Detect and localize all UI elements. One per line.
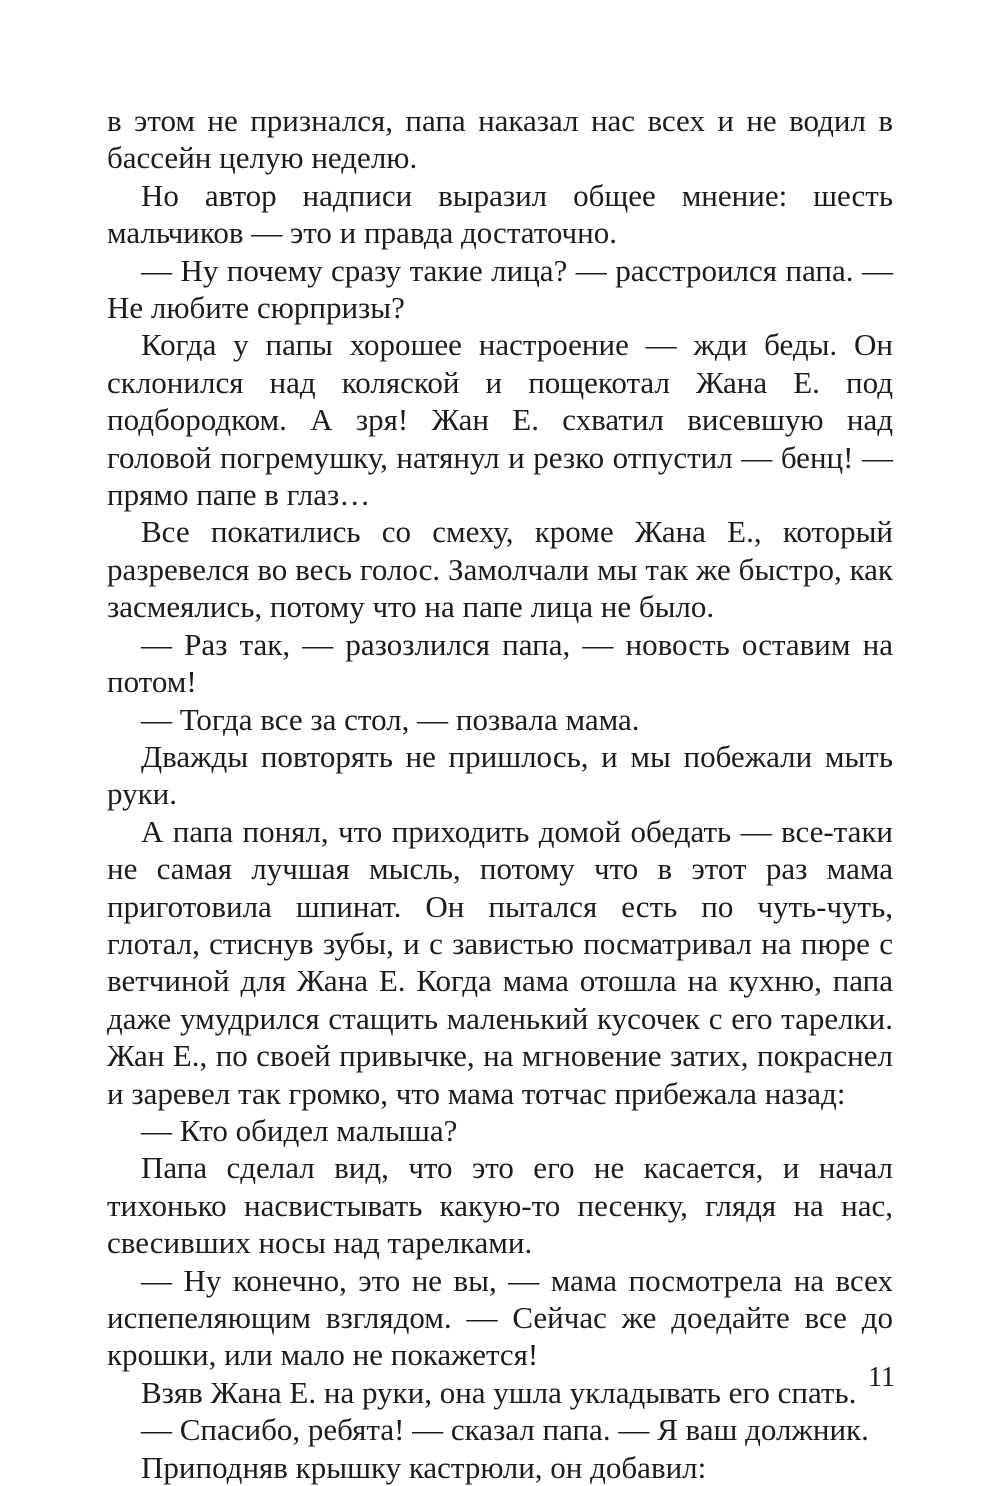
paragraph-7: — Тогда все за стол, — позвала мама. xyxy=(141,701,640,737)
paragraph-15: Приподняв крышку кастрюли, он добавил: xyxy=(141,1449,707,1485)
paragraph-1: в этом не признался, папа наказал нас всех и не водил в бассейн целую неделю. xyxy=(107,103,893,176)
paragraph-4: Когда у папы хорошее настроение — жди беды. Он склонился над коляской и пощекотал Жана Е. под подбородком. А зря! Жан Е. схватил висевшую над головой погремушку, натянул и резко отпустил — бенц! — прямо папе в глаз… xyxy=(107,327,893,513)
paragraph-12: — Ну конечно, это не вы, — мама посмотрела на всех испепеляющим взглядом. — Сейчас же доедайте все до крошки, или мало не покажется! xyxy=(107,1262,893,1373)
paragraph-11: Папа сделал вид, что это его не касается, и начал тихонько насвистывать какую-то песенку, глядя на нас, свесивших носы над тарелками. xyxy=(107,1150,893,1261)
paragraph-10: — Кто обидел малыша? xyxy=(141,1112,458,1148)
paragraph-5: Все покатились со смеху, кроме Жана Е., который разревелся во весь голос. Замолчали мы так же быстро, как засмеялись, потому что на папе лица не было. xyxy=(107,514,893,625)
page-number: 11 xyxy=(868,1362,895,1393)
paragraph-9: А папа понял, что приходить домой обедать — все-таки не самая лучшая мысль, потому что в этот раз мама приготовила шпинат. Он пытался есть по чуть-чуть, глотал, стиснув зубы, и с завистью посматривал на пюре с ветчиной для Жана Е. Когда мама отошла на кухню, папа даже умудрился стащить маленький кусочек с его тарелки. Жан Е., по своей привычке, на мгновение затих, покраснел и заревел так громко, что мама тотчас прибежала назад: xyxy=(107,813,893,1111)
paragraph-14: — Спасибо, ребята! — сказал папа. — Я ваш должник. xyxy=(141,1412,869,1448)
paragraph-8: Дважды повторять не пришлось, и мы побежали мыть руки. xyxy=(107,738,893,812)
paragraph-2: Но автор надписи выразил общее мнение: шесть мальчиков — это и правда достаточно. xyxy=(107,177,893,251)
paragraph-6: — Раз так, — разозлился папа, — новость оставим на потом! xyxy=(107,626,893,700)
paragraph-3: — Ну почему сразу такие лица? — расстроился папа. — Не любите сюрпризы? xyxy=(107,252,893,326)
body-text xyxy=(107,102,893,1486)
paragraph-13: Взяв Жана Е. на руки, она ушла укладывать его спать. xyxy=(141,1374,857,1410)
